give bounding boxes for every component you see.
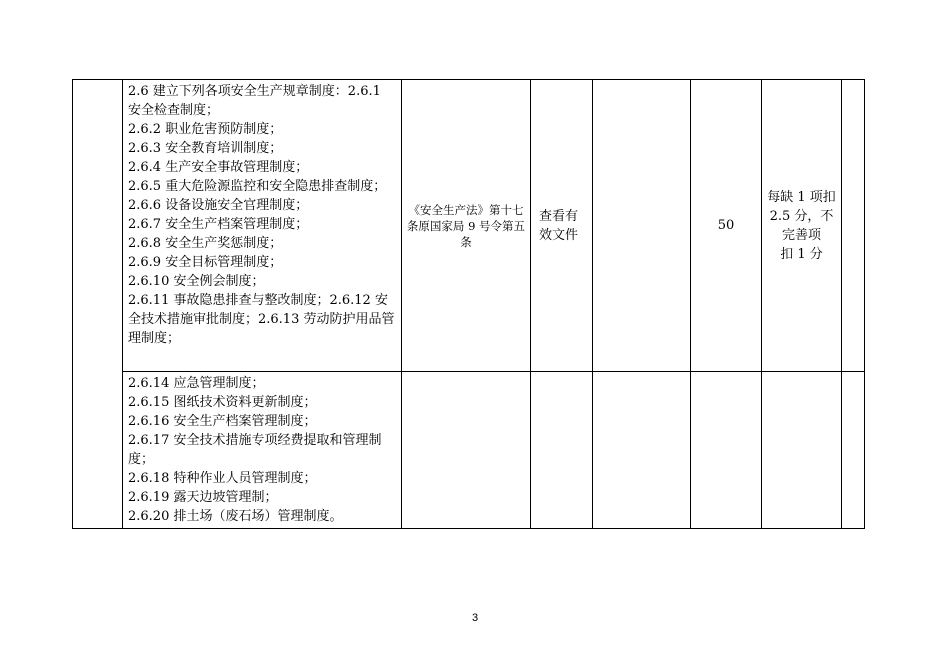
requirement-line: 2.6.17 安全技术措施专项经费提取和管理制度；: [128, 433, 382, 467]
category-cell: [73, 80, 123, 529]
deduction-line: 2.5 分，不: [769, 208, 834, 224]
requirement-line: 2.6.18 特种作业人员管理制度；: [128, 471, 317, 486]
legal-basis-cell: 《安全生产法》第十七条原国家局 9 号令第五条: [402, 80, 531, 372]
empty-cell: [593, 80, 691, 372]
requirement-line: 2.6.20 排土场（废石场）管理制度。: [128, 509, 343, 524]
deduction-line: 完善项: [781, 227, 821, 243]
empty-cell: [531, 372, 593, 529]
requirement-line: 2.6.8 安全生产奖惩制度；: [128, 236, 283, 251]
empty-cell: [762, 372, 842, 529]
page-number: 3: [471, 612, 479, 624]
requirement-line: 2.6.7 安全生产档案管理制度；: [128, 217, 309, 232]
deduction-line: 扣 1 分: [780, 246, 823, 262]
empty-cell: [842, 80, 865, 372]
standard-score-cell: 50: [691, 80, 762, 372]
requirement-line: 2.6.9 安全目标管理制度；: [128, 255, 283, 270]
inspection-method-cell: 查看有效文件: [531, 80, 593, 372]
deduction-line: 每缺 1 项扣: [767, 189, 836, 205]
requirement-line: 2.6.5 重大危险源监控和安全隐患排查制度；: [128, 179, 387, 194]
requirement-line: 2.6.19 露天边坡管理制；: [128, 490, 278, 505]
requirement-line: 2.6 建立下列各项安全生产规章制度：2.6.1 安全检查制度；: [128, 84, 381, 118]
table-row: [73, 372, 865, 529]
requirement-line: 2.6.3 安全教育培训制度；: [128, 141, 283, 156]
requirement-line: 2.6.10 安全例会制度；: [128, 274, 265, 289]
requirement-line: 2.6.15 图纸技术资料更新制度；: [128, 395, 317, 410]
empty-cell: [593, 372, 691, 529]
requirement-cell: [123, 372, 402, 529]
empty-cell: [402, 372, 531, 529]
empty-cell: [842, 372, 865, 529]
standards-table: [72, 79, 865, 529]
empty-cell: [691, 372, 762, 529]
deduction-rule-cell: [762, 80, 842, 372]
requirement-line: 2.6.2 职业危害预防制度；: [128, 122, 283, 137]
requirement-line: 2.6.16 安全生产档案管理制度；: [128, 414, 317, 429]
requirement-line: 2.6.4 生产安全事故管理制度；: [128, 160, 309, 175]
requirement-line: 2.6.11 事故隐患排查与整改制度；2.6.12 安全技术措施审批制度；2.6.13 劳动防护用品管理制度；: [128, 293, 395, 346]
requirement-cell: [123, 80, 402, 372]
requirement-line: 2.6.6 设备设施安全官理制度；: [128, 198, 309, 213]
requirement-line: 2.6.14 应急管理制度；: [128, 376, 265, 391]
table-row: [73, 80, 865, 372]
